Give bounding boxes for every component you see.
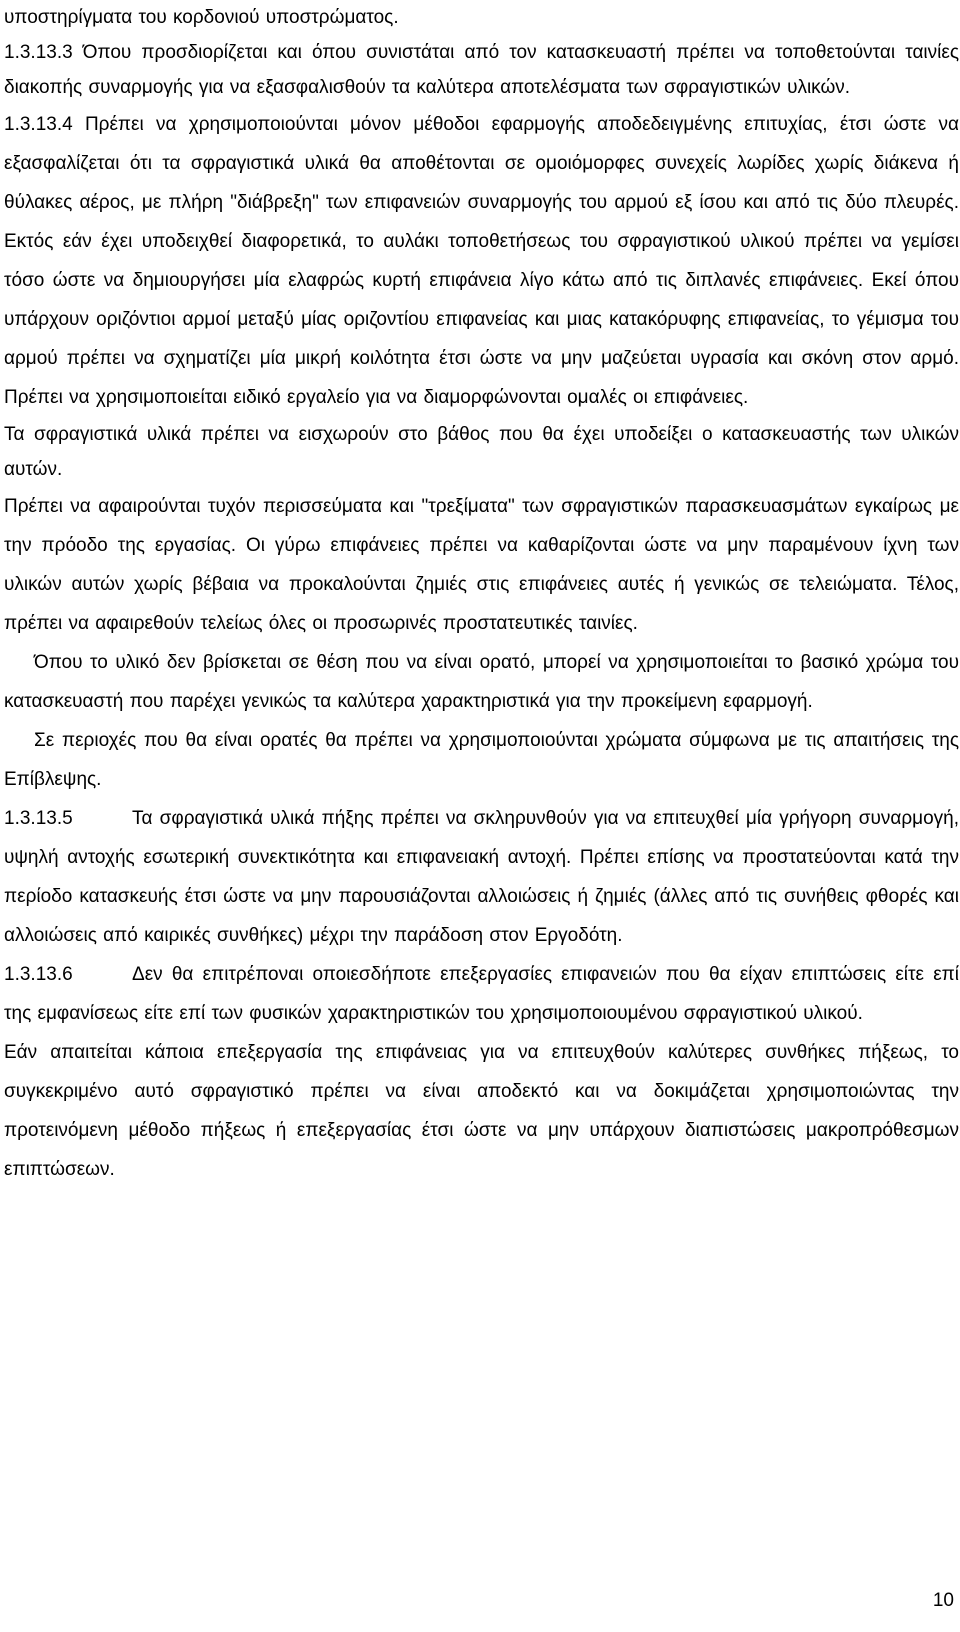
document-page	[4, 0, 959, 1189]
paragraph-1-3-13-3: 1.3.13.3 Όπου προσδιορίζεται και όπου συνιστάται από τον κατασκευαστή πρέπει να τοποθετούνται ταινίες διακοπής συναρμογής για να εξασφαλισθούν τα καλύτερα αποτελέσματα των σφραγιστικών υλικών.	[4, 42, 959, 98]
paragraph-continuation: υποστηρίγματα του κορδονιού υποστρώματος.	[4, 7, 399, 28]
section-number: 1.3.13.5	[4, 808, 73, 829]
paragraph-1-3-13-6: 1.3.13.6 Δεν θα επιτρέποναι οποιεσδήποτε επεξεργασίες επιφανειών που θα είχαν επιπτώσεις είτε επί της εμφανίσεως είτε επί των φυσικών χαρακτηριστικών του χρησιμοποιουμένου σφραγιστικού υλικού.	[4, 955, 959, 1033]
paragraph-excess-removal: Πρέπει να αφαιρούνται τυχόν περισσεύματα και "τρεξίματα" των σφραγιστικών παρασκευασμάτων εγκαίρως με την πρόοδο της εργασίας. Οι γύρω επιφάνειες πρέπει να καθαρίζονται ώστε να μην παραμένουν ίχνη των υλικών αυτών χωρίς βέβαια να προκαλούνται ζημιές στις επιφάνειες αυτές ή γενικώς σε τελειώματα. Τέλος, πρέπει να αφαιρεθούν τελείως όλες οι προσωρινές προστατευτικές ταινίες.	[4, 496, 959, 634]
paragraph-surface-treatment: Εάν απαιτείται κάποια επεξεργασία της επιφάνειας για να επιτευχθούν καλύτερες συνθήκες πήξεως, το συγκεκριμένο αυτό σφραγιστικό πρέπει να είναι αποδεκτό και να δοκιμάζεται χρησιμοποιώντας την προτεινόμενη μέθοδο πήξεως ή επεξεργασίας έτσι ώστε να μην υπάρχουν διαπιστώσεις μακροπρόθεσμων επιπτώσεων.	[4, 1042, 959, 1180]
section-number: 1.3.13.3	[4, 42, 73, 63]
paragraph-hidden-material: Όπου το υλικό δεν βρίσκεται σε θέση που να είναι ορατό, μπορεί να χρησιμοποιείται το βασικό χρώμα του κατασκευαστή που παρέχει γενικώς τα καλύτερα χαρακτηριστικά για την προκείμενη εφαρμογή.	[4, 652, 959, 712]
paragraph-sealant-depth: Τα σφραγιστικά υλικά πρέπει να εισχωρούν στο βάθος που θα έχει υποδείξει ο κατασκευαστής των υλικών αυτών.	[4, 424, 959, 480]
paragraph-1-3-13-4: 1.3.13.4 Πρέπει να χρησιμοποιούνται μόνον μέθοδοι εφαρμογής αποδεδειγμένης επιτυχίας, έτσι ώστε να εξασφαλίζεται ότι τα σφραγιστικά υλικά θα αποθέτονται σε ομοιόμορφες συνεχείς λωρίδες χωρίς διάκενα ή θύλακες αέρος, με πλήρη "διάβρεξη" των επιφανειών συναρμογής του αρμού εξ ίσου και από τις δύο πλευρές. Εκτός εάν έχει υποδειχθεί διαφορετικά, το αυλάκι τοποθετήσεως του σφραγιστικού υλικού πρέπει να γεμίσει τόσο ώστε να δημιουργήσει μία ελαφρώς κυρτή επιφάνεια λίγο κάτω από τις διπλανές επιφάνειες. Εκεί όπου υπάρχουν οριζόντιοι αρμοί μεταξύ μίας οριζοντίου επιφανείας και μιας κατακόρυφης επιφανείας, το γέμισμα του αρμού πρέπει να σχηματίζει μία μικρή κοιλότητα έτσι ώστε να μην μαζεύεται υγρασία και σκόνη στον αρμό. Πρέπει να χρησιμοποιείται ειδικό εργαλείο για να διαμορφώνονται ομαλές οι επιφάνειες.	[4, 114, 960, 408]
section-number: 1.3.13.4	[4, 114, 73, 135]
section-number: 1.3.13.6	[4, 964, 73, 985]
paragraph-1-3-13-5: 1.3.13.5 Τα σφραγιστικά υλικά πήξης πρέπει να σκληρυνθούν για να επιτευχθεί μία γρήγορη συναρμογή, υψηλή αντοχής εσωτερική συνεκτικότητα και επιφανειακή αντοχή. Πρέπει επίσης να προστατεύονται κατά την περίοδο κατασκευής έτσι ώστε να μην παρουσιάζονται αλλοιώσεις ή ζημιές (άλλες από τις συνήθεις φθορές και αλλοιώσεις από καιρικές συνθήκες) μέχρι την παράδοση στον Εργοδότη.	[4, 799, 959, 955]
paragraph-visible-areas: Σε περιοχές που θα είναι ορατές θα πρέπει να χρησιμοποιούνται χρώματα σύμφωνα με τις απαιτήσεις της Επίβλεψης.	[4, 730, 959, 790]
page-number: 10	[932, 1590, 954, 1611]
